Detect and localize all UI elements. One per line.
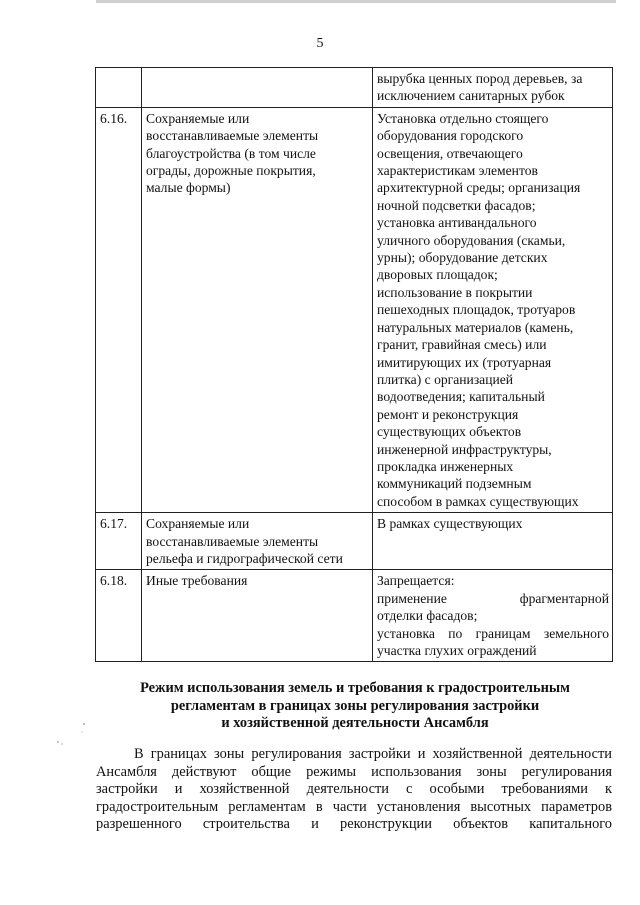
text-line: существующих объектов [377, 424, 522, 440]
text-line: Сохраняемые или [146, 516, 250, 532]
paragraph-line: Ансамбля действуют общие режимы использования зоны регулирования [96, 763, 612, 780]
text-line: ночной подсветки фасадов; [377, 197, 536, 213]
text-line: участка глухих ограждений [377, 643, 537, 658]
text-line: Иные требования [146, 573, 248, 589]
requirement-text [373, 107, 613, 512]
text-line: уличного оборудования (скамьи, [377, 232, 566, 248]
text-line: ремонт и реконструкция [377, 406, 519, 422]
row-number: 6.18. [96, 570, 142, 662]
text-line: гранит, гравийная смесь) или [377, 337, 547, 353]
body-paragraph [96, 746, 612, 834]
text-line: малые формы) [146, 180, 231, 196]
text-line: использование в покрытии [377, 284, 533, 300]
element-name [142, 107, 373, 512]
paragraph-line: В границах зоны регулирования застройки и хозяйственной деятельности [134, 746, 612, 762]
row-number: 6.17. [96, 513, 142, 570]
text-line: Установка отдельно стоящего [377, 110, 549, 126]
text-line: Сохраняемые или [146, 110, 250, 126]
text-line: отделки фасадов; [377, 608, 478, 624]
text-line: оборудования городского [377, 128, 524, 144]
text-line: имитирующих их (тротуарная [377, 354, 552, 370]
text-line: рельефа и гидрографической сети [146, 550, 343, 566]
text-line: Запрещается: [377, 573, 455, 589]
text-line: ограды, дорожные покрытия, [146, 163, 316, 179]
scan-top-edge [96, 0, 616, 3]
text-line: урны); оборудование детских [377, 250, 548, 266]
heading-line: регламентам в границах зоны регулирования застройки [170, 697, 540, 714]
text-line: плитка) с организацией [377, 371, 514, 387]
table-row [96, 68, 613, 108]
text-line: архитектурной среды; организация [377, 180, 581, 196]
text-line: применение фрагментарной [377, 590, 609, 606]
text-line: коммуникаций подземным [377, 476, 532, 492]
text-line: способом в рамках существующих [377, 493, 579, 509]
text-line: установка по границам земельного [377, 625, 609, 641]
text-line: исключением санитарных рубок [377, 88, 565, 104]
requirement-text [373, 570, 613, 662]
row-number [96, 68, 142, 108]
scan-specks [52, 720, 92, 760]
text-line: восстанавливаемые элементы [146, 533, 319, 549]
text-line: благоустройства (в том числе [146, 145, 316, 161]
text-line: пешеходных площадок, тротуаров [377, 302, 576, 318]
text-line: восстанавливаемые элементы [146, 128, 319, 144]
table-row [96, 570, 613, 662]
text-line: дворовых площадок; [377, 267, 498, 283]
page-number: 5 [316, 36, 324, 51]
text-line: водоотведения; капитальный [377, 389, 545, 405]
paragraph-line: застройки и хозяйственной деятельности с особыми требованиями к [96, 781, 612, 798]
element-name [142, 570, 373, 662]
table-row [96, 107, 613, 512]
requirement-text [373, 513, 613, 570]
text-line: установка антивандального [377, 215, 537, 231]
text-line: вырубка ценных пород деревьев, за [377, 71, 583, 86]
element-name [142, 68, 373, 108]
requirements-table [95, 67, 613, 662]
requirement-text [373, 68, 613, 108]
text-line: натуральных материалов (камень, [377, 319, 574, 335]
text-line: инженерной инфраструктуры, [377, 441, 552, 457]
text-line: В рамках существующих [377, 516, 523, 532]
element-name [142, 513, 373, 570]
row-number: 6.16. [96, 107, 142, 512]
paragraph-line: разрешенного строительства и реконструкции объектов капитального [96, 816, 612, 833]
table-row [96, 513, 613, 570]
text-line: освещения, отвечающего [377, 145, 523, 161]
text-line: прокладка инженерных [377, 458, 514, 474]
paragraph-line: градостроительным регламентам в части установления высотных параметров [96, 798, 612, 815]
heading-line: Режим использования земель и требования к градостроительным [140, 680, 570, 696]
heading-line: и хозяйственной деятельности Ансамбля [221, 715, 489, 732]
section-heading [100, 680, 610, 733]
text-line: характеристикам элементов [377, 163, 538, 179]
